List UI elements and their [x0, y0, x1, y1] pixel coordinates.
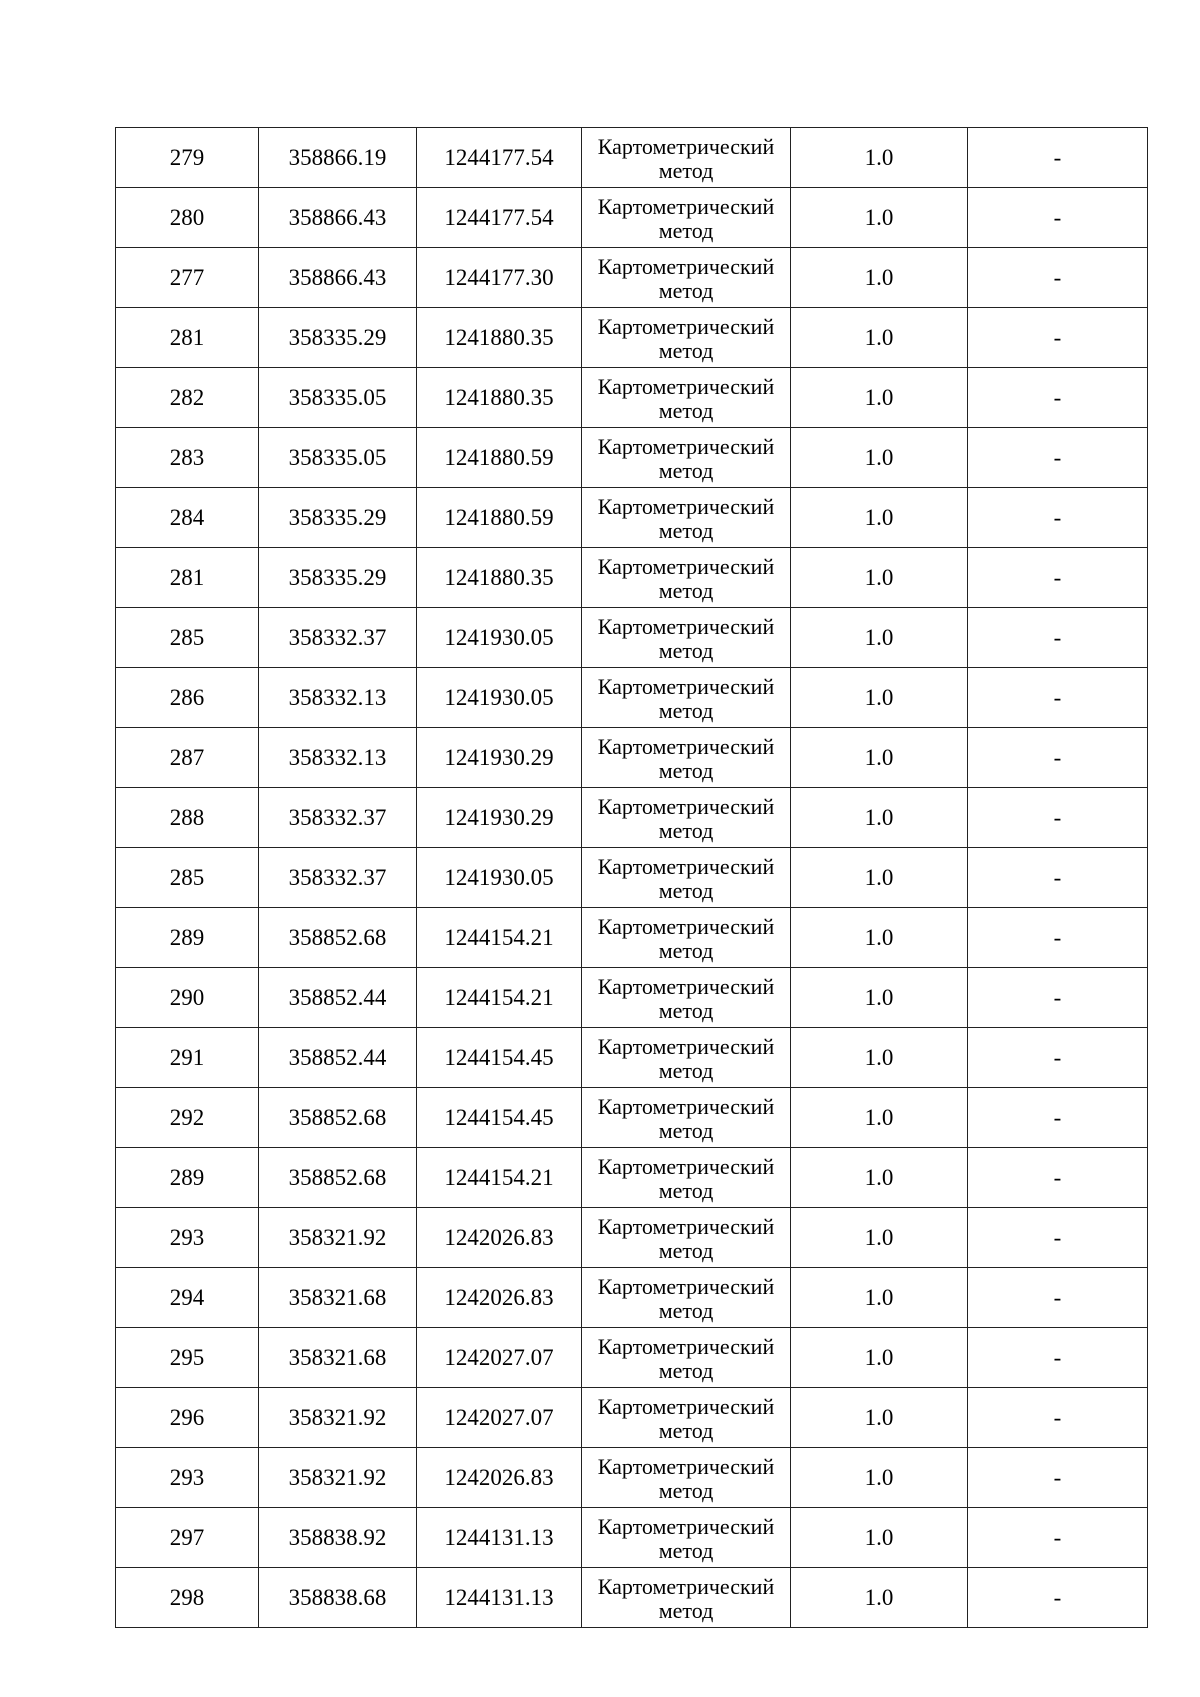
description-cell: - — [968, 428, 1148, 488]
method-text-line2: метод — [658, 577, 714, 603]
accuracy-cell: 1.0 — [791, 248, 968, 308]
method-cell — [582, 908, 791, 968]
y-coordinate-cell: 1241930.05 — [417, 668, 582, 728]
table-row — [116, 1088, 1148, 1148]
method-text-line1: Картометрический — [597, 1453, 775, 1479]
point-number-cell: 291 — [116, 1028, 259, 1088]
method-cell — [582, 1448, 791, 1508]
description-cell: - — [968, 308, 1148, 368]
method-cell — [582, 1148, 791, 1208]
method-text-line2: метод — [658, 1477, 714, 1503]
x-coordinate-cell: 358321.92 — [259, 1388, 417, 1448]
x-coordinate-cell: 358321.92 — [259, 1448, 417, 1508]
table-row — [116, 1448, 1148, 1508]
y-coordinate-cell: 1241880.35 — [417, 548, 582, 608]
y-coordinate-cell: 1244154.21 — [417, 968, 582, 1028]
y-coordinate-cell: 1242026.83 — [417, 1268, 582, 1328]
table-row — [116, 128, 1148, 188]
table-row — [116, 908, 1148, 968]
method-text-line2: метод — [658, 1057, 714, 1083]
method-text-line2: метод — [658, 517, 714, 543]
method-cell — [582, 1088, 791, 1148]
point-number-cell: 281 — [116, 308, 259, 368]
method-text-line1: Картометрический — [597, 1153, 775, 1179]
table-row — [116, 788, 1148, 848]
method-text-line1: Картометрический — [597, 1393, 775, 1419]
method-text-line1: Картометрический — [597, 1513, 775, 1539]
method-cell — [582, 368, 791, 428]
x-coordinate-cell: 358335.05 — [259, 428, 417, 488]
x-coordinate-cell: 358852.44 — [259, 1028, 417, 1088]
point-number-cell: 298 — [116, 1568, 259, 1628]
table-row — [116, 488, 1148, 548]
table-row — [116, 308, 1148, 368]
method-cell — [582, 128, 791, 188]
table-row — [116, 548, 1148, 608]
method-text-line2: метод — [658, 1417, 714, 1443]
method-cell — [582, 1328, 791, 1388]
y-coordinate-cell: 1244177.30 — [417, 248, 582, 308]
x-coordinate-cell: 358866.19 — [259, 128, 417, 188]
point-number-cell: 284 — [116, 488, 259, 548]
description-cell: - — [968, 188, 1148, 248]
description-cell: - — [968, 488, 1148, 548]
description-cell: - — [968, 548, 1148, 608]
accuracy-cell: 1.0 — [791, 488, 968, 548]
y-coordinate-cell: 1244131.13 — [417, 1508, 582, 1568]
x-coordinate-cell: 358321.68 — [259, 1268, 417, 1328]
table-row — [116, 608, 1148, 668]
table-row — [116, 1268, 1148, 1328]
method-text-line1: Картометрический — [597, 853, 775, 879]
table-row — [116, 728, 1148, 788]
point-number-cell: 289 — [116, 1148, 259, 1208]
point-number-cell: 285 — [116, 608, 259, 668]
method-text-line2: метод — [658, 817, 714, 843]
table-row — [116, 968, 1148, 1028]
method-text-line2: метод — [658, 757, 714, 783]
method-text-line1: Картометрический — [597, 1213, 775, 1239]
method-cell — [582, 608, 791, 668]
point-number-cell: 295 — [116, 1328, 259, 1388]
x-coordinate-cell: 358838.68 — [259, 1568, 417, 1628]
description-cell: - — [968, 1328, 1148, 1388]
table-row — [116, 368, 1148, 428]
method-text-line2: метод — [658, 937, 714, 963]
method-text-line1: Картометрический — [597, 1573, 775, 1599]
method-cell — [582, 1208, 791, 1268]
table-row — [116, 1508, 1148, 1568]
y-coordinate-cell: 1242027.07 — [417, 1328, 582, 1388]
description-cell: - — [968, 1448, 1148, 1508]
description-cell: - — [968, 1568, 1148, 1628]
y-coordinate-cell: 1242026.83 — [417, 1208, 582, 1268]
method-text-line2: метод — [658, 457, 714, 483]
method-cell — [582, 1388, 791, 1448]
method-text-line1: Картометрический — [597, 973, 775, 999]
table-row — [116, 428, 1148, 488]
y-coordinate-cell: 1244154.21 — [417, 1148, 582, 1208]
method-text-line2: метод — [658, 277, 714, 303]
y-coordinate-cell: 1242026.83 — [417, 1448, 582, 1508]
accuracy-cell: 1.0 — [791, 548, 968, 608]
x-coordinate-cell: 358332.37 — [259, 608, 417, 668]
description-cell: - — [968, 608, 1148, 668]
method-text-line1: Картометрический — [597, 433, 775, 459]
accuracy-cell: 1.0 — [791, 608, 968, 668]
y-coordinate-cell: 1241930.05 — [417, 848, 582, 908]
point-number-cell: 281 — [116, 548, 259, 608]
accuracy-cell: 1.0 — [791, 1448, 968, 1508]
point-number-cell: 297 — [116, 1508, 259, 1568]
method-cell — [582, 248, 791, 308]
method-text-line1: Картометрический — [597, 193, 775, 219]
description-cell: - — [968, 668, 1148, 728]
y-coordinate-cell: 1241930.29 — [417, 788, 582, 848]
method-cell — [582, 1508, 791, 1568]
method-text-line1: Картометрический — [597, 1093, 775, 1119]
method-cell — [582, 548, 791, 608]
table-row — [116, 248, 1148, 308]
x-coordinate-cell: 358852.68 — [259, 1088, 417, 1148]
point-number-cell: 288 — [116, 788, 259, 848]
x-coordinate-cell: 358852.68 — [259, 1148, 417, 1208]
method-text-line2: метод — [658, 1297, 714, 1323]
accuracy-cell: 1.0 — [791, 428, 968, 488]
table-row — [116, 1568, 1148, 1628]
point-number-cell: 293 — [116, 1448, 259, 1508]
point-number-cell: 296 — [116, 1388, 259, 1448]
description-cell: - — [968, 968, 1148, 1028]
x-coordinate-cell: 358335.05 — [259, 368, 417, 428]
y-coordinate-cell: 1241880.35 — [417, 368, 582, 428]
method-cell — [582, 1268, 791, 1328]
method-cell — [582, 1568, 791, 1628]
method-text-line1: Картометрический — [597, 613, 775, 639]
description-cell: - — [968, 728, 1148, 788]
y-coordinate-cell: 1242027.07 — [417, 1388, 582, 1448]
table-row — [116, 1208, 1148, 1268]
method-text-line1: Картометрический — [597, 1033, 775, 1059]
method-text-line2: метод — [658, 337, 714, 363]
method-text-line1: Картометрический — [597, 673, 775, 699]
accuracy-cell: 1.0 — [791, 1088, 968, 1148]
description-cell: - — [968, 1388, 1148, 1448]
description-cell: - — [968, 128, 1148, 188]
y-coordinate-cell: 1241880.35 — [417, 308, 582, 368]
method-text-line1: Картометрический — [597, 793, 775, 819]
method-cell — [582, 668, 791, 728]
x-coordinate-cell: 358852.68 — [259, 908, 417, 968]
accuracy-cell: 1.0 — [791, 1568, 968, 1628]
y-coordinate-cell: 1244154.45 — [417, 1028, 582, 1088]
accuracy-cell: 1.0 — [791, 668, 968, 728]
method-text-line2: метод — [658, 397, 714, 423]
point-number-cell: 282 — [116, 368, 259, 428]
point-number-cell: 292 — [116, 1088, 259, 1148]
description-cell: - — [968, 1268, 1148, 1328]
point-number-cell: 294 — [116, 1268, 259, 1328]
accuracy-cell: 1.0 — [791, 968, 968, 1028]
x-coordinate-cell: 358335.29 — [259, 548, 417, 608]
point-number-cell: 279 — [116, 128, 259, 188]
description-cell: - — [968, 908, 1148, 968]
method-text-line1: Картометрический — [597, 913, 775, 939]
y-coordinate-cell: 1244177.54 — [417, 128, 582, 188]
x-coordinate-cell: 358866.43 — [259, 188, 417, 248]
point-number-cell: 277 — [116, 248, 259, 308]
description-cell: - — [968, 788, 1148, 848]
y-coordinate-cell: 1241880.59 — [417, 428, 582, 488]
x-coordinate-cell: 358332.37 — [259, 848, 417, 908]
y-coordinate-cell: 1241930.05 — [417, 608, 582, 668]
x-coordinate-cell: 358332.13 — [259, 728, 417, 788]
y-coordinate-cell: 1244177.54 — [417, 188, 582, 248]
description-cell: - — [968, 248, 1148, 308]
accuracy-cell: 1.0 — [791, 368, 968, 428]
x-coordinate-cell: 358321.92 — [259, 1208, 417, 1268]
method-text-line1: Картометрический — [597, 553, 775, 579]
accuracy-cell: 1.0 — [791, 1208, 968, 1268]
accuracy-cell: 1.0 — [791, 848, 968, 908]
table-row — [116, 1148, 1148, 1208]
description-cell: - — [968, 1508, 1148, 1568]
method-cell — [582, 848, 791, 908]
method-text-line2: метод — [658, 1537, 714, 1563]
method-text-line1: Картометрический — [597, 1333, 775, 1359]
y-coordinate-cell: 1241880.59 — [417, 488, 582, 548]
method-cell — [582, 968, 791, 1028]
method-text-line1: Картометрический — [597, 133, 775, 159]
point-number-cell: 293 — [116, 1208, 259, 1268]
y-coordinate-cell: 1244131.13 — [417, 1568, 582, 1628]
y-coordinate-cell: 1244154.21 — [417, 908, 582, 968]
method-text-line2: метод — [658, 637, 714, 663]
coordinates-table — [115, 127, 1148, 1628]
x-coordinate-cell: 358852.44 — [259, 968, 417, 1028]
table-row — [116, 1388, 1148, 1448]
x-coordinate-cell: 358332.13 — [259, 668, 417, 728]
description-cell: - — [968, 1088, 1148, 1148]
point-number-cell: 283 — [116, 428, 259, 488]
accuracy-cell: 1.0 — [791, 908, 968, 968]
method-cell — [582, 728, 791, 788]
description-cell: - — [968, 368, 1148, 428]
method-text-line1: Картометрический — [597, 493, 775, 519]
x-coordinate-cell: 358838.92 — [259, 1508, 417, 1568]
method-text-line1: Картометрический — [597, 313, 775, 339]
method-text-line2: метод — [658, 997, 714, 1023]
coordinates-table-body — [116, 128, 1148, 1628]
method-cell — [582, 428, 791, 488]
description-cell: - — [968, 848, 1148, 908]
table-row — [116, 668, 1148, 728]
accuracy-cell: 1.0 — [791, 128, 968, 188]
description-cell: - — [968, 1148, 1148, 1208]
method-text-line2: метод — [658, 1597, 714, 1623]
x-coordinate-cell: 358866.43 — [259, 248, 417, 308]
accuracy-cell: 1.0 — [791, 308, 968, 368]
method-cell — [582, 188, 791, 248]
method-text-line2: метод — [658, 1357, 714, 1383]
method-cell — [582, 488, 791, 548]
point-number-cell: 286 — [116, 668, 259, 728]
y-coordinate-cell: 1244154.45 — [417, 1088, 582, 1148]
accuracy-cell: 1.0 — [791, 1328, 968, 1388]
description-cell: - — [968, 1208, 1148, 1268]
method-text-line2: метод — [658, 1237, 714, 1263]
accuracy-cell: 1.0 — [791, 788, 968, 848]
point-number-cell: 280 — [116, 188, 259, 248]
x-coordinate-cell: 358335.29 — [259, 308, 417, 368]
accuracy-cell: 1.0 — [791, 728, 968, 788]
method-text-line1: Картометрический — [597, 253, 775, 279]
x-coordinate-cell: 358332.37 — [259, 788, 417, 848]
method-cell — [582, 1028, 791, 1088]
method-text-line2: метод — [658, 157, 714, 183]
y-coordinate-cell: 1241930.29 — [417, 728, 582, 788]
accuracy-cell: 1.0 — [791, 1028, 968, 1088]
method-text-line1: Картометрический — [597, 1273, 775, 1299]
accuracy-cell: 1.0 — [791, 1148, 968, 1208]
method-text-line1: Картометрический — [597, 373, 775, 399]
table-row — [116, 848, 1148, 908]
x-coordinate-cell: 358321.68 — [259, 1328, 417, 1388]
method-text-line2: метод — [658, 217, 714, 243]
accuracy-cell: 1.0 — [791, 188, 968, 248]
method-text-line2: метод — [658, 697, 714, 723]
table-row — [116, 1028, 1148, 1088]
method-cell — [582, 788, 791, 848]
description-cell: - — [968, 1028, 1148, 1088]
point-number-cell: 285 — [116, 848, 259, 908]
table-row — [116, 1328, 1148, 1388]
point-number-cell: 290 — [116, 968, 259, 1028]
method-text-line2: метод — [658, 1177, 714, 1203]
method-cell — [582, 308, 791, 368]
method-text-line2: метод — [658, 1117, 714, 1143]
x-coordinate-cell: 358335.29 — [259, 488, 417, 548]
accuracy-cell: 1.0 — [791, 1268, 968, 1328]
point-number-cell: 289 — [116, 908, 259, 968]
table-row — [116, 188, 1148, 248]
method-text-line2: метод — [658, 877, 714, 903]
accuracy-cell: 1.0 — [791, 1508, 968, 1568]
method-text-line1: Картометрический — [597, 733, 775, 759]
point-number-cell: 287 — [116, 728, 259, 788]
accuracy-cell: 1.0 — [791, 1388, 968, 1448]
